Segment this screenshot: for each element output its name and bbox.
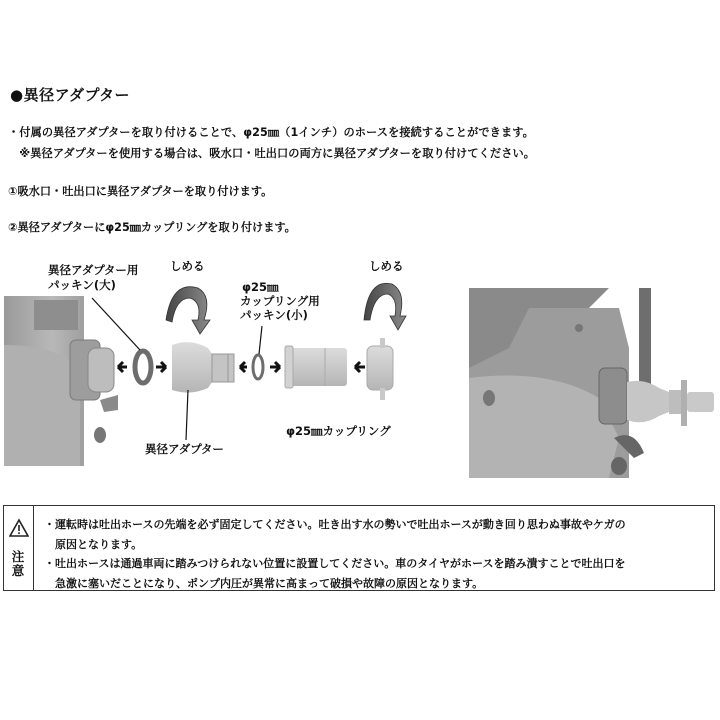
- warning-triangle-icon: [9, 518, 29, 538]
- caution-text: [44, 515, 626, 593]
- coupling-nut-icon: [367, 338, 393, 400]
- push-arrow-icon: [156, 362, 166, 372]
- tighten-label-2: しめる: [369, 259, 404, 273]
- caution-label-char-1: 注: [11, 549, 25, 564]
- coupling-tube-icon: [285, 346, 347, 388]
- large-packing-label-2: パッキン(大): [48, 278, 116, 292]
- tighten-arrow-icon: [166, 287, 210, 334]
- push-arrow-icon: [355, 362, 365, 372]
- small-packing-label-3: パッキン(小): [240, 308, 308, 322]
- assembled-pump-image: [469, 288, 714, 478]
- small-packing-label-2: カップリング用: [240, 294, 320, 308]
- intro-line-2: ※異径アダプターを使用する場合は、吸水口・吐出口の両方に異径アダプターを取り付けてください。: [8, 147, 536, 160]
- adapter-label: 異径アダプター: [145, 442, 224, 456]
- caution-label-char-2: 意: [11, 563, 25, 578]
- caution-line-3: ・吐出ホースは通過車両に踏みつけられない位置に設置してください。車のタイヤがホースを踏み潰すことで吐出口を: [44, 557, 626, 570]
- caution-line-1: ・運転時は吐出ホースの先端を必ず固定してください。吐き出す水の勢いで吐出ホースが動き回り思わぬ事故やケガの: [44, 518, 626, 531]
- step-1: ①吸水口・吐出口に異径アダプターを取り付けます。: [8, 185, 273, 198]
- push-arrow-icon: [240, 362, 247, 372]
- large-packing-ring-icon: [135, 351, 151, 383]
- caution-line-4: 急激に塞いだことになり、ポンプ内圧が異常に高まって破損や故障の原因となります。: [44, 576, 484, 590]
- caution-line-2: 原因となります。: [44, 537, 143, 551]
- small-packing-label-1: φ25㎜: [242, 280, 279, 294]
- step-2: ②異径アダプターにφ25㎜カップリングを取り付けます。: [8, 221, 296, 234]
- push-arrow-icon: [270, 362, 280, 372]
- intro-line-1: ・付属の異径アダプターを取り付けることで、φ25㎜（1インチ）のホースを接続することができます。: [8, 126, 534, 139]
- caution-side: [4, 506, 34, 590]
- pump-housing-icon: [4, 296, 118, 466]
- tighten-label-1: しめる: [170, 259, 205, 273]
- assembled-photo: [469, 288, 714, 478]
- tighten-arrow-icon: [364, 283, 406, 330]
- reducer-adapter-icon: [172, 342, 234, 392]
- small-packing-ring-icon: [253, 355, 263, 379]
- push-arrow-icon: [118, 362, 127, 372]
- section-title: ●異径アダプター: [10, 86, 130, 104]
- caution-label: [11, 550, 25, 578]
- coupling-label: φ25㎜カップリング: [286, 424, 391, 438]
- large-packing-label-1: 異径アダプター用: [48, 263, 139, 277]
- caution-box: [3, 505, 715, 591]
